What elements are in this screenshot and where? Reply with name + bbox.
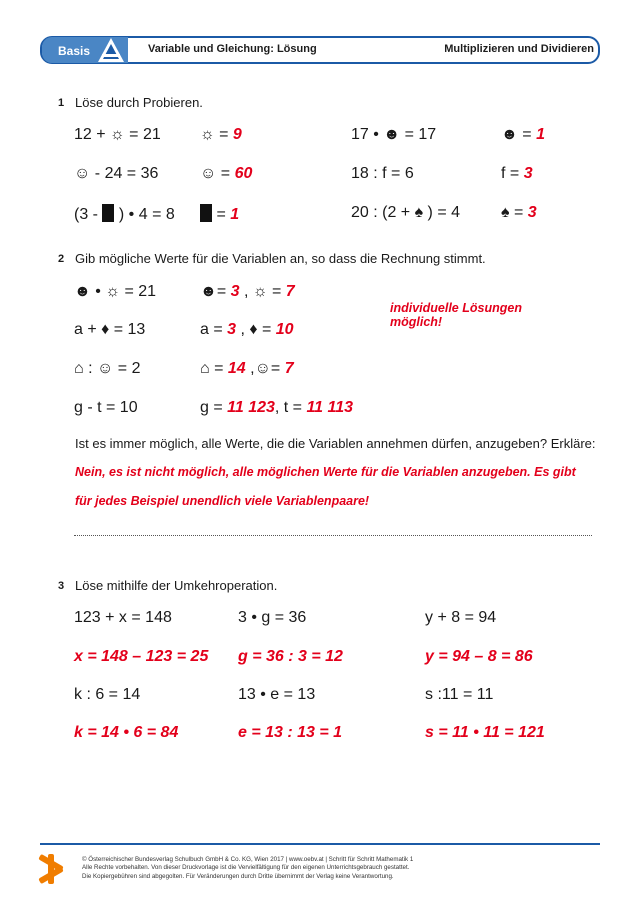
- task3-sol-5: e = 13 : 13 = 1: [238, 724, 343, 741]
- task1-ans-1d: ☻ = 1: [501, 126, 545, 143]
- task2-number: 2: [58, 253, 65, 265]
- task3-sol-4: k = 14 • 6 = 84: [74, 724, 179, 741]
- task1-ans-3b: = 1: [200, 204, 239, 224]
- task3-instruction: Löse mithilfe der Umkehroperation.: [75, 578, 278, 593]
- task3-eq-1: 123 + x = 148: [74, 609, 172, 626]
- task2-eq-3: ⌂ : ☺ = 2: [74, 360, 141, 377]
- black-box-icon: [102, 204, 114, 222]
- spade-icon: ♠: [501, 204, 510, 221]
- task3-eq-4: k : 6 = 14: [74, 686, 141, 703]
- worksheet-topic: Multiplizieren und Dividieren: [444, 43, 594, 55]
- task2-ans-1: ☻= 3 , ☼ = 7: [200, 283, 295, 300]
- task1-ans-2d: f = 3: [501, 165, 533, 182]
- task1-number: 1: [58, 97, 65, 109]
- task2-answer-line1: Nein, es ist nicht möglich, alle möglichen Werte für die Variablen anzugeben. Es gibt: [75, 465, 576, 479]
- task1-eq-1c: 17 • ☻ = 17: [351, 126, 437, 143]
- sun-icon: ☼: [200, 126, 215, 143]
- task1-instruction: Löse durch Probieren.: [75, 95, 203, 110]
- black-box-icon: [200, 204, 212, 222]
- task1-eq-2c: 18 : f = 6: [351, 165, 414, 182]
- spade-icon: ♠: [414, 204, 424, 221]
- sun-icon: ☼: [110, 126, 125, 143]
- task3-eq-2: 3 • g = 36: [238, 609, 307, 626]
- task2-eq-1: ☻ • ☼ = 21: [74, 283, 157, 300]
- task3-number: 3: [58, 580, 65, 592]
- task2-question: Ist es immer möglich, alle Werte, die die Variablen annehmen dürfen, anzugeben? Erkläre:: [75, 436, 596, 451]
- level-badge-label: Basis: [58, 44, 91, 58]
- task3-eq-5: 13 • e = 13: [238, 686, 316, 703]
- task2-eq-2: a + ♦ = 13: [74, 321, 146, 338]
- task2-ans-4: g = 11 123, t = 11 113: [200, 399, 354, 416]
- smiley-dark-icon: ☻: [383, 126, 401, 143]
- task2-ans-3: ⌂ = 14 ,☺= 7: [200, 360, 294, 377]
- task2-answer-line2: für jedes Beispiel unendlich viele Variablenpaare!: [75, 494, 370, 508]
- worksheet-title: Variable und Gleichung: Lösung: [148, 43, 317, 55]
- task3-sol-3: y = 94 – 8 = 86: [425, 648, 533, 665]
- task1-eq-2a: ☺ - 24 = 36: [74, 165, 159, 182]
- answer-dotted-line: [74, 525, 592, 536]
- task1-ans-1b: ☼ = 9: [200, 126, 242, 143]
- smiley-icon: ☺: [200, 165, 217, 182]
- task3-sol-1: x = 148 – 123 = 25: [74, 648, 209, 665]
- task2-eq-4: g - t = 10: [74, 399, 138, 416]
- task2-note-line1: individuelle Lösungen: [390, 301, 522, 315]
- task3-eq-3: y + 8 = 94: [425, 609, 497, 626]
- task1-eq-3c: 20 : (2 + ♠ ) = 4: [351, 204, 460, 221]
- task1-ans-2b: ☺ = 60: [200, 165, 253, 182]
- task2-instruction: Gib mögliche Werte für die Variablen an, so dass die Rechnung stimmt.: [75, 251, 486, 266]
- smiley-dark-icon: ☻: [501, 126, 518, 143]
- task3-sol-6: s = 11 • 11 = 121: [425, 724, 545, 741]
- task1-eq-3a: (3 - ) • 4 = 8: [74, 206, 175, 223]
- publisher-logo-icon: [38, 854, 64, 884]
- footer-copyright: © Österreichischer Bundesverlag Schulbuch GmbH & Co. KG, Wien 2017 | www.oebv.at | Schritt für Schritt Mathematik 1 Alle Rechte vorbehalten. Von dieser Druckvorlage ist die Vervielfältigung für den eigenen Unterrichtsgebrauch gestattet. Die Kopiergebühren sind abgegolten. Für Veränderungen durch Dritte übernimmt der Verlag keine Verantwortung.: [82, 856, 414, 880]
- smiley-icon: ☺: [74, 165, 91, 182]
- task1-ans-3d: ♠ = 3: [501, 204, 537, 221]
- level-triangle-icon: [96, 36, 126, 64]
- task3-eq-6: s :11 = 11: [425, 686, 494, 703]
- task3-sol-2: g = 36 : 3 = 12: [238, 648, 343, 665]
- task2-note-line2: möglich!: [390, 315, 443, 329]
- footer-divider: [40, 843, 600, 845]
- task1-eq-1a: 12 + ☼ = 21: [74, 126, 161, 143]
- task2-ans-2: a = 3 , ♦ = 10: [200, 321, 294, 338]
